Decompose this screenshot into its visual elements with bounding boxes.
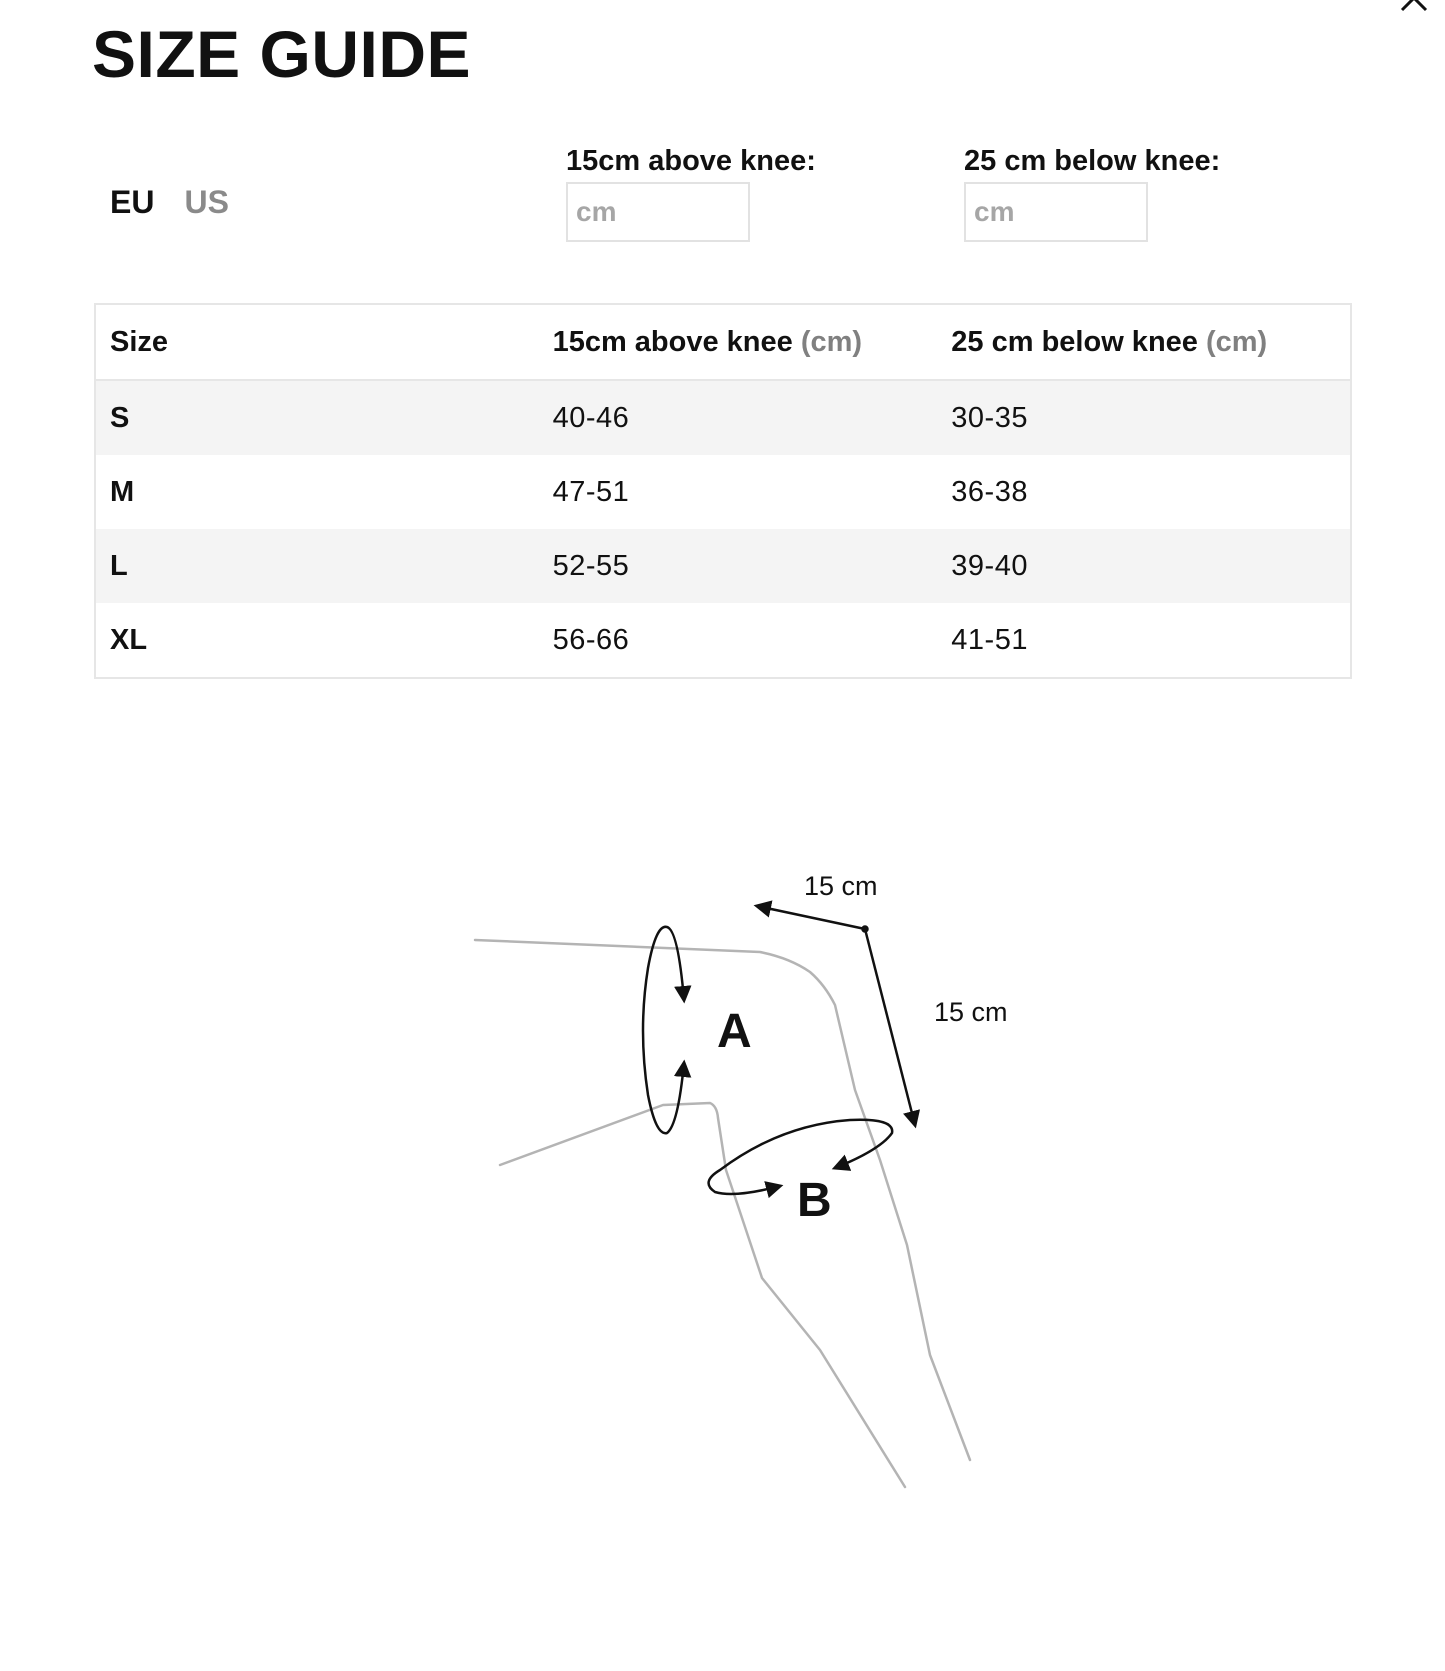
row-below-knee: 36-38	[951, 475, 1028, 508]
label-b: B	[797, 1174, 832, 1227]
row-size: L	[110, 549, 128, 582]
above-knee-label: 15cm above knee:	[566, 145, 816, 177]
header-below-label: 25 cm below knee	[951, 325, 1198, 358]
header-size: Size	[110, 325, 169, 358]
row-size: M	[110, 475, 135, 508]
row-below-knee: 39-40	[951, 549, 1028, 582]
circumference-a-arrow	[643, 927, 684, 1133]
row-above-knee: 52-55	[552, 549, 630, 582]
page-title: SIZE GUIDE	[92, 17, 472, 91]
header-below-unit: (cm)	[1205, 325, 1268, 358]
row-above-knee: 40-46	[552, 401, 630, 434]
below-knee-label: 25 cm below knee:	[964, 145, 1221, 177]
header-above-unit: (cm)	[800, 325, 863, 358]
dimension-lines	[757, 906, 915, 1125]
row-above-knee: 47-51	[552, 475, 630, 508]
label-a: A	[717, 1005, 752, 1058]
row-size: S	[110, 401, 130, 434]
row-size: XL	[110, 623, 148, 656]
unit-option-eu[interactable]: EU	[110, 184, 155, 220]
dimension-top-label: 15 cm	[804, 871, 878, 901]
unit-option-us[interactable]: US	[184, 184, 229, 220]
row-above-knee: 56-66	[552, 623, 630, 656]
dimension-side-label: 15 cm	[934, 997, 1008, 1027]
row-below-knee: 41-51	[951, 623, 1028, 656]
header-above-label: 15cm above knee	[552, 325, 793, 358]
row-below-knee: 30-35	[951, 401, 1028, 434]
